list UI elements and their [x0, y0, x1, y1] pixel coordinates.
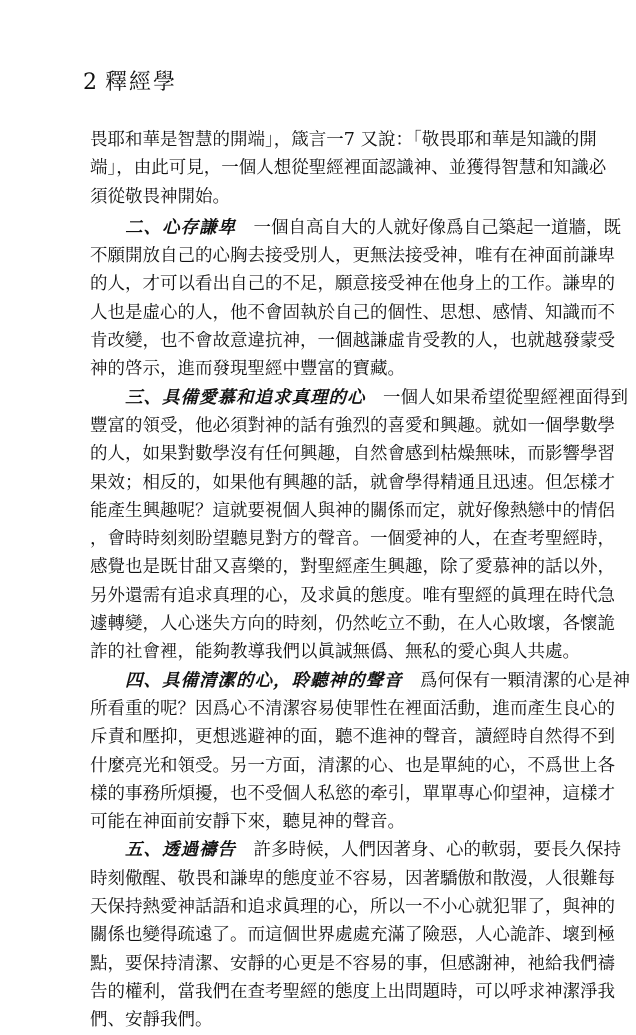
text-line: 的人，如果對數學沒有任何興趣，自然會感到枯燥無味，而影響學習 — [90, 444, 615, 465]
text-line: 天保持熱愛神話語和追求眞理的心，所以一不小心就犯罪了，與神的 — [90, 897, 615, 918]
text-line: 詐的社會裡，能夠教導我們以眞誠無僞、無私的愛心與人共處。 — [90, 642, 580, 663]
text-line — [90, 214, 621, 242]
text-line: 果效；相反的，如果他有興趣的話，就會學得精通且迅速。但怎樣才 — [90, 472, 615, 493]
text-line: 什麼亮光和領受。另一方面，清潔的心、也是單純的心，不爲世上各 — [90, 755, 615, 776]
section-heading: 二、心存謙卑 — [125, 217, 236, 238]
text-line: 斥責和壓抑，更想逃避神的面，聽不進神的聲音，讀經時自然得不到 — [90, 727, 615, 748]
text-line: ，會時時刻刻盼望聽見對方的聲音。一個愛神的人，在查考聖經時， — [90, 529, 615, 550]
text-line: 豐富的領受，他必須對神的話有強烈的喜愛和興趣。就如一個學數學 — [90, 415, 615, 436]
text-run: 一個自高自大的人就好像爲自己築起一道牆，既 — [253, 217, 621, 238]
text-line: 關係也變得疏遠了。而這個世界處處充滿了險惡，人心詭詐、壞到極 — [90, 925, 615, 946]
paragraph — [90, 126, 607, 211]
text-line: 能產生興趣呢？這就要視個人與神的關係而定，就好像熱戀中的情侶 — [90, 500, 615, 521]
text-line: 神的啓示，進而發現聖經中豐富的寶藏。 — [90, 359, 405, 380]
paragraph — [90, 214, 621, 384]
text-line: 時刻儆醒、敬畏和謙卑的態度並不容易，因著驕傲和散漫，人很難每 — [90, 868, 615, 889]
section-heading: 四、具備清潔的心，聆聽神的聲音 — [125, 670, 403, 691]
text-line: 端」，由此可見，一個人想從聖經裡面認識神、並獲得智慧和知識必 — [90, 158, 607, 179]
text-line: 所看重的呢？因爲心不清潔容易使罪性在裡面活動，進而產生良心的 — [90, 698, 615, 719]
section-heading: 五、透過禱告 — [125, 840, 236, 861]
text-line: 感覺也是既甘甜又喜樂的，對聖經產生興趣，除了愛慕神的話以外， — [90, 557, 615, 578]
paragraph — [90, 836, 621, 1034]
text-line — [90, 384, 628, 412]
text-line: 人也是虛心的人，他不會固執於自己的個性、思想、感情、知識而不 — [90, 302, 615, 323]
page-number: 2 — [83, 70, 99, 95]
text-line: 另外還需有追求真理的心，及求眞的態度。唯有聖經的眞理在時代急 — [90, 585, 615, 606]
text-line: 不願開放自己的心胸去接受別人，更無法接受神，唯有在神面前謙卑 — [90, 246, 615, 267]
text-line — [90, 836, 621, 864]
text-line: 點，要保持清潔、安靜的心更是不容易的事，但感謝神，祂給我們禱 — [90, 953, 615, 974]
text-run: 爲何保有一顆清潔的心是神 — [420, 670, 630, 691]
body-text — [90, 126, 630, 1035]
text-line: 畏耶和華是智慧的開端」，箴言一7 又說：「敬畏耶和華是知識的開 — [90, 130, 597, 150]
section-heading: 三、具備愛慕和追求真理的心 — [125, 387, 366, 408]
text-line: 們、安靜我們。 — [90, 1010, 213, 1031]
text-line: 遽轉變，人心迷失方向的時刻，仍然屹立不動，在人心敗壞，各懷詭 — [90, 614, 615, 635]
text-line: 肯改變，也不會故意違抗神，一個越謙虛肯受教的人，也就越發蒙受 — [90, 331, 615, 352]
paragraph — [90, 667, 630, 837]
text-line: 可能在神面前安靜下來，聽見神的聲音。 — [90, 812, 405, 833]
text-line: 告的權利，當我們在查考聖經的態度上出問題時，可以呼求神潔淨我 — [90, 981, 615, 1002]
text-run: 許多時候，人們因著身、心的軟弱，要長久保持 — [253, 840, 621, 861]
text-line: 須從敬畏神開始。 — [90, 186, 230, 207]
text-line — [90, 667, 630, 695]
book-title: 釋經學 — [105, 70, 178, 95]
running-header — [83, 70, 177, 96]
text-line: 樣的事務所煩擾，也不受個人私慾的牽引，單單專心仰望神，這樣才 — [90, 783, 615, 804]
text-run: 一個人如果希望從聖經裡面得到 — [383, 387, 628, 408]
text-line: 的人，才可以看出自己的不足，願意接受神在他身上的工作。謙卑的 — [90, 274, 615, 295]
paragraph — [90, 384, 628, 667]
